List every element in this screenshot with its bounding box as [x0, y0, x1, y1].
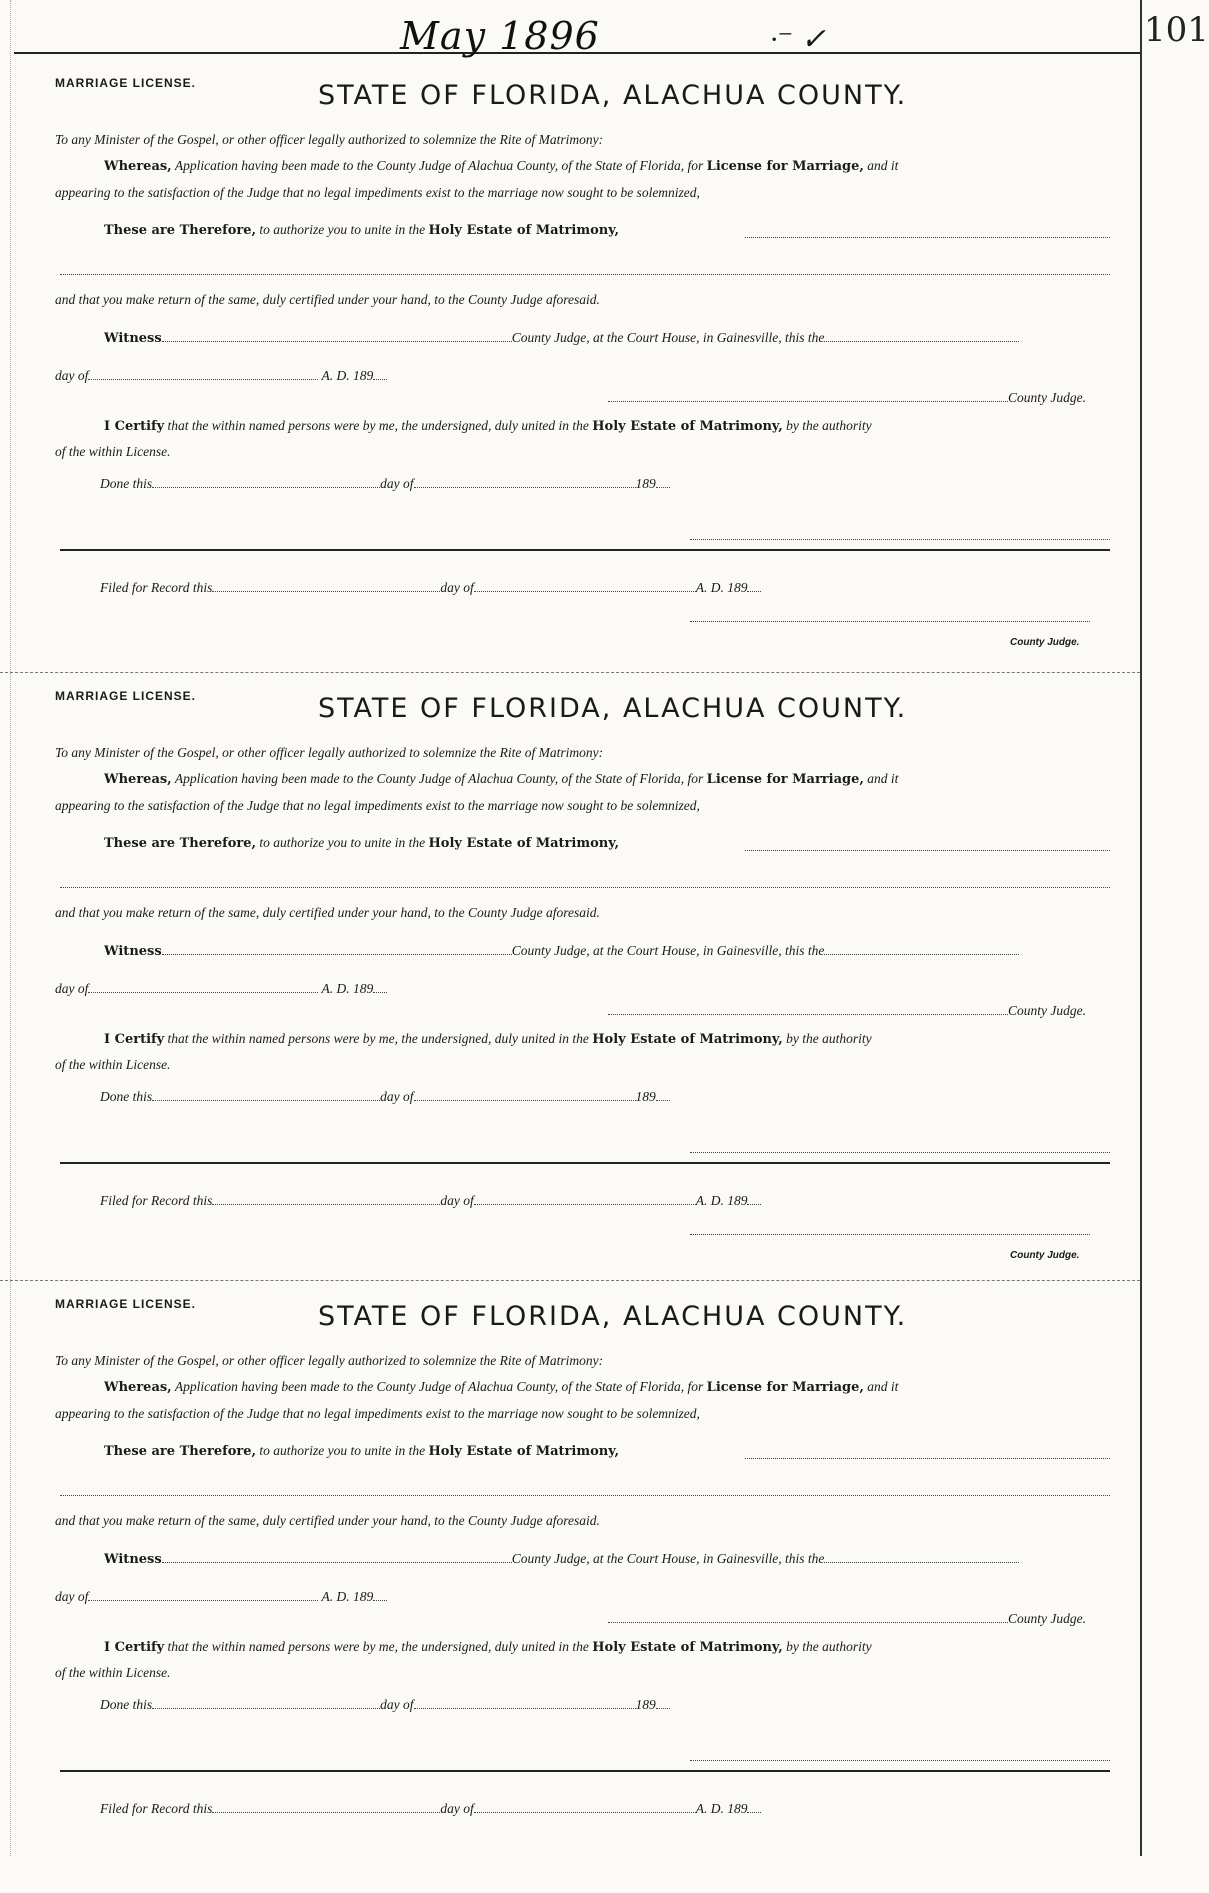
holy-estate-2: Holy Estate of Matrimony,: [592, 419, 783, 434]
certify-text: that the within named persons were by me, the undersigned, duly united in the: [167, 418, 589, 433]
filed-year-blank: [747, 581, 761, 592]
whereas-text: Application having been made to the County Judge of Alachua County, of the State of Florida, for: [174, 158, 704, 173]
day-blank: [824, 1552, 1019, 1563]
whereas-lead: Whereas,: [104, 159, 172, 174]
state-title: STATE OF FLORIDA, ALACHUA COUNTY.: [318, 80, 908, 111]
i-certify: I Certify: [104, 419, 165, 434]
done-day-blank: [152, 1090, 380, 1101]
day-of-label: day of: [55, 368, 89, 383]
county-judge-court: County Judge, at the Court House, in Gainesville, this the: [511, 943, 825, 958]
month-blank: [88, 369, 318, 380]
done-year: 189: [635, 476, 656, 491]
license-for-marriage: License for Marriage,: [706, 772, 864, 787]
these-are-therefore: These are Therefore,: [104, 836, 257, 851]
filed-month-blank: [474, 1194, 696, 1205]
whereas-line: [104, 158, 898, 174]
filed-month-blank: [474, 581, 696, 592]
filed-day-blank: [212, 581, 440, 592]
license-for-marriage: License for Marriage,: [706, 159, 864, 174]
ad-label: A. D. 189: [321, 368, 374, 383]
and-it: and it: [867, 771, 899, 786]
witness-blank: [162, 944, 512, 955]
ad-label: A. D. 189: [321, 1589, 374, 1604]
done-day-of: day of: [380, 476, 414, 491]
witness-line: [104, 943, 1019, 959]
witness-label: Witness: [104, 1552, 162, 1567]
appearing-line: appearing to the satisfaction of the Judge that no legal impediments exist to the marriage now sought to be solemnized,: [55, 1406, 700, 1421]
within-license: of the within License.: [55, 444, 171, 459]
address-line: To any Minister of the Gospel, or other officer legally authorized to solemnize the Rite of Matrimony:: [55, 132, 604, 147]
done-this: Done this: [100, 1697, 153, 1712]
whereas-line: [104, 771, 898, 787]
page-number: 101: [1144, 10, 1209, 50]
witness-blank: [162, 1552, 512, 1563]
authorize-line: [104, 1443, 619, 1459]
holy-estate-2: Holy Estate of Matrimony,: [592, 1640, 783, 1655]
certify-line: [104, 418, 872, 434]
whereas-lead: Whereas,: [104, 772, 172, 787]
whereas-text: Application having been made to the County Judge of Alachua County, of the State of Florida, for: [174, 1379, 704, 1394]
authorize-line: [104, 222, 619, 238]
done-day-blank: [152, 1698, 380, 1709]
section-rule: [60, 1162, 1110, 1164]
county-judge-small: County Judge.: [1010, 1250, 1080, 1261]
return-line: and that you make return of the same, duly certified under your hand, to the County Judge aforesaid.: [55, 905, 600, 920]
done-line: [100, 476, 670, 492]
witness-line: [104, 1551, 1019, 1567]
within-license: of the within License.: [55, 1057, 171, 1072]
right-margin-rule: [1140, 0, 1142, 1856]
year-blank: [373, 1590, 387, 1601]
section-rule: [60, 1770, 1110, 1772]
whereas-text: Application having been made to the County Judge of Alachua County, of the State of Florida, for: [174, 771, 704, 786]
license-small-title: MARRIAGE LICENSE.: [55, 689, 197, 703]
appearing-line: appearing to the satisfaction of the Judge that no legal impediments exist to the marriage now sought to be solemnized,: [55, 798, 700, 813]
holy-estate-2: Holy Estate of Matrimony,: [592, 1032, 783, 1047]
done-this: Done this: [100, 1089, 153, 1104]
done-line: [100, 1697, 670, 1713]
ad-label: A. D. 189: [321, 981, 374, 996]
done-day-blank: [152, 477, 380, 488]
judge-sign-blank: [608, 1004, 1008, 1015]
witness-line: [104, 330, 1019, 346]
done-day-of: day of: [380, 1089, 414, 1104]
judge-sign-line: [608, 390, 1086, 406]
day-blank: [824, 944, 1019, 955]
witness-label: Witness: [104, 944, 162, 959]
officiant-sign-blank: [690, 1151, 1110, 1153]
judge-sign-line: [608, 1611, 1086, 1627]
witness-blank: [162, 331, 512, 342]
holy-estate: Holy Estate of Matrimony,: [428, 1444, 620, 1459]
license-for-marriage: License for Marriage,: [706, 1380, 864, 1395]
filed-year-blank: [747, 1802, 761, 1813]
marriage-license-2: [0, 672, 1140, 1285]
by-authority: by the authority: [786, 418, 872, 433]
authorize-text: to authorize you to unite in the: [259, 835, 426, 850]
judge-sign-blank: [608, 1612, 1008, 1623]
filed-ad: A. D. 189: [695, 580, 748, 595]
filed-day-of: day of: [440, 1801, 474, 1816]
marriage-license-1: [0, 60, 1140, 672]
day-of-line: [55, 981, 387, 997]
certify-line: [104, 1031, 872, 1047]
whereas-line: [104, 1379, 898, 1395]
section-rule: [60, 549, 1110, 551]
witness-label: Witness: [104, 331, 162, 346]
by-authority: by the authority: [786, 1031, 872, 1046]
names-blank-2: [60, 886, 1110, 888]
license-small-title: MARRIAGE LICENSE.: [55, 76, 197, 90]
done-year-blank: [656, 477, 670, 488]
filed-judge-blank: [690, 620, 1090, 622]
county-judge-small: County Judge.: [1010, 637, 1080, 648]
officiant-sign-blank: [690, 1759, 1110, 1761]
address-line: To any Minister of the Gospel, or other officer legally authorized to solemnize the Rite of Matrimony:: [55, 745, 604, 760]
filed-day-blank: [212, 1194, 440, 1205]
year-blank: [373, 982, 387, 993]
day-of-line: [55, 1589, 387, 1605]
names-blank-1: [745, 849, 1110, 851]
certify-text: that the within named persons were by me, the undersigned, duly united in the: [167, 1031, 589, 1046]
done-day-of: day of: [380, 1697, 414, 1712]
i-certify: I Certify: [104, 1032, 165, 1047]
return-line: and that you make return of the same, duly certified under your hand, to the County Judge aforesaid.: [55, 1513, 600, 1528]
filed-for-record: Filed for Record this: [100, 1801, 213, 1816]
done-month-blank: [414, 1090, 636, 1101]
month-blank: [88, 982, 318, 993]
filed-ad: A. D. 189: [695, 1193, 748, 1208]
filed-line: [100, 1193, 761, 1209]
judge-sign-line: [608, 1003, 1086, 1019]
year-blank: [373, 369, 387, 380]
done-month-blank: [414, 477, 636, 488]
officiant-sign-blank: [690, 538, 1110, 540]
and-it: and it: [867, 1379, 899, 1394]
certify-line: [104, 1639, 872, 1655]
judge-sign-blank: [608, 391, 1008, 402]
i-certify: I Certify: [104, 1640, 165, 1655]
whereas-lead: Whereas,: [104, 1380, 172, 1395]
done-year: 189: [635, 1697, 656, 1712]
holy-estate: Holy Estate of Matrimony,: [428, 836, 620, 851]
county-judge-court: County Judge, at the Court House, in Gainesville, this the: [511, 330, 825, 345]
county-judge-label: County Judge.: [1008, 390, 1086, 405]
filed-month-blank: [474, 1802, 696, 1813]
handwritten-date: May 1896: [400, 14, 600, 58]
filed-judge-blank: [690, 1233, 1090, 1235]
names-blank-2: [60, 1494, 1110, 1496]
month-blank: [88, 1590, 318, 1601]
day-of-line: [55, 368, 387, 384]
marriage-license-3: [0, 1280, 1140, 1893]
filed-line: [100, 1801, 761, 1817]
filed-for-record: Filed for Record this: [100, 1193, 213, 1208]
certify-text: that the within named persons were by me, the undersigned, duly united in the: [167, 1639, 589, 1654]
names-blank-1: [745, 1457, 1110, 1459]
done-year: 189: [635, 1089, 656, 1104]
filed-day-blank: [212, 1802, 440, 1813]
day-blank: [824, 331, 1019, 342]
day-of-label: day of: [55, 1589, 89, 1604]
done-this: Done this: [100, 476, 153, 491]
within-license: of the within License.: [55, 1665, 171, 1680]
authorize-text: to authorize you to unite in the: [259, 222, 426, 237]
by-authority: by the authority: [786, 1639, 872, 1654]
holy-estate: Holy Estate of Matrimony,: [428, 223, 620, 238]
license-small-title: MARRIAGE LICENSE.: [55, 1297, 197, 1311]
appearing-line: appearing to the satisfaction of the Judge that no legal impediments exist to the marriage now sought to be solemnized,: [55, 185, 700, 200]
these-are-therefore: These are Therefore,: [104, 223, 257, 238]
county-judge-label: County Judge.: [1008, 1003, 1086, 1018]
done-year-blank: [656, 1090, 670, 1101]
authorize-text: to authorize you to unite in the: [259, 1443, 426, 1458]
done-year-blank: [656, 1698, 670, 1709]
ink-mark-icon: ·⁻ ✓: [770, 23, 826, 56]
and-it: and it: [867, 158, 899, 173]
state-title: STATE OF FLORIDA, ALACHUA COUNTY.: [318, 1301, 908, 1332]
names-blank-1: [745, 236, 1110, 238]
filed-line: [100, 580, 761, 596]
address-line: To any Minister of the Gospel, or other officer legally authorized to solemnize the Rite of Matrimony:: [55, 1353, 604, 1368]
filed-year-blank: [747, 1194, 761, 1205]
done-month-blank: [414, 1698, 636, 1709]
filed-day-of: day of: [440, 1193, 474, 1208]
filed-ad: A. D. 189: [695, 1801, 748, 1816]
day-of-label: day of: [55, 981, 89, 996]
authorize-line: [104, 835, 619, 851]
names-blank-2: [60, 273, 1110, 275]
done-line: [100, 1089, 670, 1105]
county-judge-court: County Judge, at the Court House, in Gainesville, this the: [511, 1551, 825, 1566]
these-are-therefore: These are Therefore,: [104, 1444, 257, 1459]
return-line: and that you make return of the same, duly certified under your hand, to the County Judge aforesaid.: [55, 292, 600, 307]
filed-day-of: day of: [440, 580, 474, 595]
county-judge-label: County Judge.: [1008, 1611, 1086, 1626]
state-title: STATE OF FLORIDA, ALACHUA COUNTY.: [318, 693, 908, 724]
filed-for-record: Filed for Record this: [100, 580, 213, 595]
